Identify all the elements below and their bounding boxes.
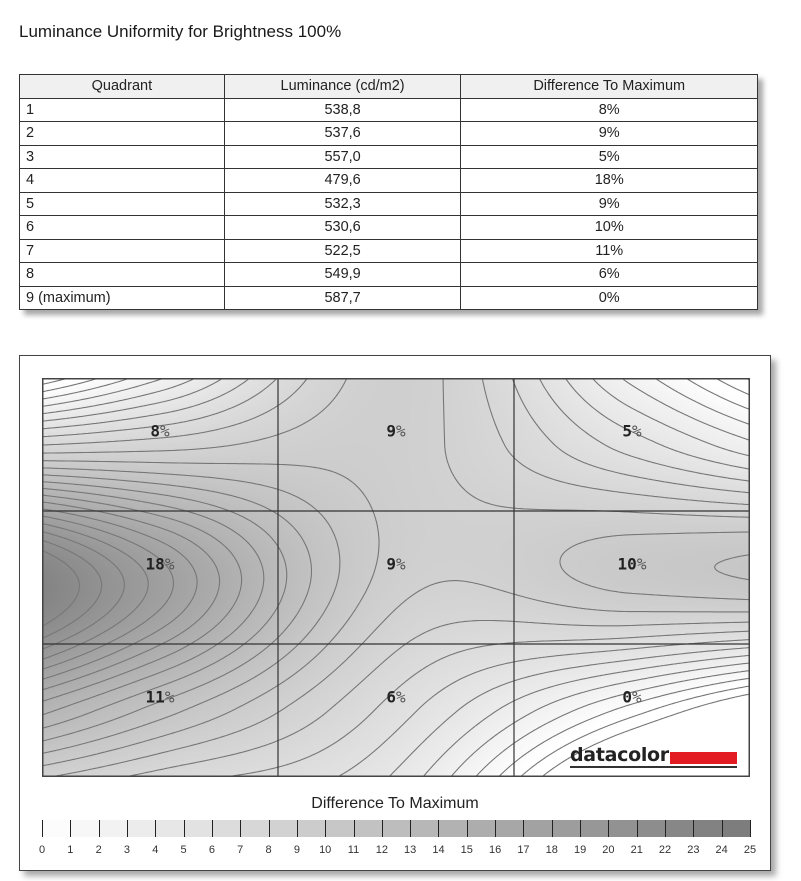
colorbar-title: Difference To Maximum: [311, 795, 479, 812]
table-row: [20, 216, 758, 240]
colorbar-tick-label: 17: [517, 844, 530, 856]
luminance-table-container: [19, 74, 758, 310]
cell-difference: 10%: [461, 216, 758, 240]
table-row: [20, 122, 758, 146]
colorbar-segment: [155, 820, 184, 837]
colorbar-tick-label: 1: [67, 844, 74, 856]
colorbar-tick-label: 14: [432, 844, 445, 856]
colorbar-tick: [269, 820, 270, 837]
quadrant-value: 5: [622, 421, 632, 441]
colorbar-tick-label: 7: [237, 844, 244, 856]
percent-sign: %: [164, 687, 175, 707]
colorbar-tick: [155, 820, 156, 837]
cell-quadrant: 3: [20, 145, 225, 169]
quadrant-label: [622, 422, 641, 441]
quadrant-value: 10: [617, 554, 637, 574]
contour-line: [42, 551, 79, 627]
quadrant-label: [146, 555, 175, 574]
colorbar-tick: [410, 820, 411, 837]
contour-line: [42, 509, 197, 680]
quadrant-value: 18: [145, 554, 165, 574]
cell-difference: 8%: [461, 98, 758, 122]
colorbar-segment: [580, 820, 609, 837]
table-header-row: [20, 75, 758, 99]
colorbar-tick: [212, 820, 213, 837]
colorbar-segment: [269, 820, 298, 837]
colorbar-tick: [552, 820, 553, 837]
colorbar-tick: [722, 820, 723, 837]
colorbar-segment: [467, 820, 496, 837]
colorbar-tick: [42, 820, 43, 837]
cell-quadrant: 2: [20, 122, 225, 146]
colorbar-tick: [495, 820, 496, 837]
cell-difference: 9%: [461, 122, 758, 146]
cell-difference: 6%: [461, 263, 758, 287]
colorbar-segment: [722, 820, 751, 837]
colorbar-tick: [297, 820, 298, 837]
colorbar-segment: [70, 820, 99, 837]
cell-luminance: 538,8: [224, 98, 461, 122]
cell-luminance: 530,6: [224, 216, 461, 240]
quadrant-value: 9: [386, 421, 396, 441]
cell-quadrant: 1: [20, 98, 225, 122]
colorbar: [42, 820, 750, 837]
colorbar-tick-label: 21: [630, 844, 643, 856]
colorbar-tick-label: 9: [293, 844, 300, 856]
header-quadrant: Quadrant: [20, 75, 225, 99]
table-row: [20, 98, 758, 122]
colorbar-tick: [750, 820, 751, 837]
colorbar-segment: [552, 820, 581, 837]
colorbar-tick-label: 3: [123, 844, 131, 856]
cell-difference: 5%: [461, 145, 758, 169]
percent-sign: %: [164, 554, 175, 574]
quadrant-label: [622, 688, 641, 707]
cell-luminance: 479,6: [224, 169, 461, 193]
colorbar-segment: [637, 820, 666, 837]
percent-sign: %: [632, 687, 642, 707]
colorbar-segment: [212, 820, 241, 837]
quadrant-value: 9: [386, 554, 396, 574]
colorbar-segment: [495, 820, 524, 837]
colorbar-tick: [70, 820, 71, 837]
colorbar-segment: [523, 820, 552, 837]
colorbar-tick-label: 24: [715, 844, 728, 856]
colorbar-segment: [42, 820, 71, 837]
colorbar-segment: [665, 820, 694, 837]
logo-red-bar: [670, 752, 737, 764]
percent-sign: %: [636, 554, 647, 574]
table-row: [20, 286, 758, 310]
colorbar-tick-label: 19: [573, 844, 587, 856]
logo-text: datacolor: [570, 744, 669, 766]
colorbar-tick-label: 16: [488, 844, 502, 856]
colorbar-tick-label: 23: [687, 844, 700, 856]
table-row: [20, 192, 758, 216]
cell-difference: 18%: [461, 169, 758, 193]
colorbar-tick-label: 8: [265, 844, 272, 856]
cell-quadrant: 6: [20, 216, 225, 240]
colorbar-tick-label: 22: [658, 844, 672, 856]
colorbar-tick-label: 18: [545, 844, 558, 856]
colorbar-segment: [297, 820, 326, 837]
colorbar-tick: [382, 820, 383, 837]
colorbar-segment: [325, 820, 354, 837]
quadrant-label: [150, 422, 169, 441]
quadrant-label: [386, 688, 405, 707]
cell-quadrant: 4: [20, 169, 225, 193]
colorbar-segment: [184, 820, 213, 837]
colorbar-tick: [354, 820, 355, 837]
cell-difference: 9%: [461, 192, 758, 216]
colorbar-tick: [608, 820, 609, 837]
quadrant-value: 11: [145, 687, 165, 707]
table-row: [20, 169, 758, 193]
header-difference: Difference To Maximum: [461, 75, 758, 99]
cell-luminance: 549,9: [224, 263, 461, 287]
colorbar-segment: [410, 820, 439, 837]
colorbar-tick: [184, 820, 185, 837]
cell-luminance: 537,6: [224, 122, 461, 146]
quadrant-value: 6: [386, 687, 396, 707]
cell-quadrant: 5: [20, 192, 225, 216]
quadrant-value: 8: [150, 421, 160, 441]
colorbar-tick: [127, 820, 128, 837]
contour-line: [42, 524, 148, 660]
colorbar-tick-label: 0: [38, 844, 46, 856]
colorbar-tick: [637, 820, 638, 837]
percent-sign: %: [396, 687, 406, 707]
colorbar-tick-label: 15: [460, 844, 473, 856]
colorbar-segment: [354, 820, 383, 837]
luminance-table: [19, 74, 758, 310]
colorbar-tick-label: 12: [375, 844, 388, 856]
cell-quadrant: 7: [20, 239, 225, 263]
colorbar-segment: [693, 820, 722, 837]
colorbar-tick: [99, 820, 100, 837]
percent-sign: %: [632, 421, 642, 441]
uniformity-contour-plot: [42, 378, 750, 777]
colorbar-segment: [240, 820, 269, 837]
colorbar-segment: [608, 820, 637, 837]
cell-luminance: 587,7: [224, 286, 461, 310]
colorbar-tick: [580, 820, 581, 837]
colorbar-tick: [665, 820, 666, 837]
table-row: [20, 239, 758, 263]
contour-line: [42, 461, 750, 766]
quadrant-label: [386, 422, 405, 441]
colorbar-tick-label: 20: [602, 844, 615, 856]
cell-difference: 11%: [461, 239, 758, 263]
colorbar-tick-label: 5: [180, 844, 187, 856]
colorbar-tick: [240, 820, 241, 837]
table-row: [20, 263, 758, 287]
colorbar-tick: [467, 820, 468, 837]
cell-luminance: 532,3: [224, 192, 461, 216]
quadrant-label: [146, 688, 175, 707]
colorbar-segment: [127, 820, 156, 837]
quadrant-label: [386, 555, 405, 574]
contour-line: [42, 488, 264, 715]
colorbar-tick-label: 6: [208, 844, 215, 856]
colorbar-tick-label: 11: [347, 844, 360, 856]
colorbar-segment: [438, 820, 467, 837]
colorbar-tick: [325, 820, 326, 837]
percent-sign: %: [396, 421, 406, 441]
colorbar-tick-label: 13: [404, 844, 417, 856]
quadrant-value: 0: [622, 687, 632, 707]
colorbar-tick-label: 4: [152, 844, 159, 856]
percent-sign: %: [396, 554, 406, 574]
cell-luminance: 557,0: [224, 145, 461, 169]
contour-line: [42, 532, 124, 650]
cell-quadrant: 8: [20, 263, 225, 287]
colorbar-tick-label: 10: [319, 844, 332, 856]
cell-quadrant: 9 (maximum): [20, 286, 225, 310]
colorbar-tick: [693, 820, 694, 837]
logo-underline: [570, 766, 737, 768]
table-row: [20, 145, 758, 169]
colorbar-tick-label: 25: [743, 844, 757, 856]
colorbar-tick: [523, 820, 524, 837]
colorbar-tick: [438, 820, 439, 837]
percent-sign: %: [160, 421, 170, 441]
cell-luminance: 522,5: [224, 239, 461, 263]
cell-difference: 0%: [461, 286, 758, 310]
colorbar-segment: [382, 820, 411, 837]
colorbar-tick-label: 2: [95, 844, 102, 856]
colorbar-segment: [99, 820, 128, 837]
contour-line: [42, 495, 242, 701]
quadrant-label: [618, 555, 647, 574]
header-luminance: Luminance (cd/m2): [224, 75, 461, 99]
page-title: Luminance Uniformity for Brightness 100%: [19, 22, 342, 41]
